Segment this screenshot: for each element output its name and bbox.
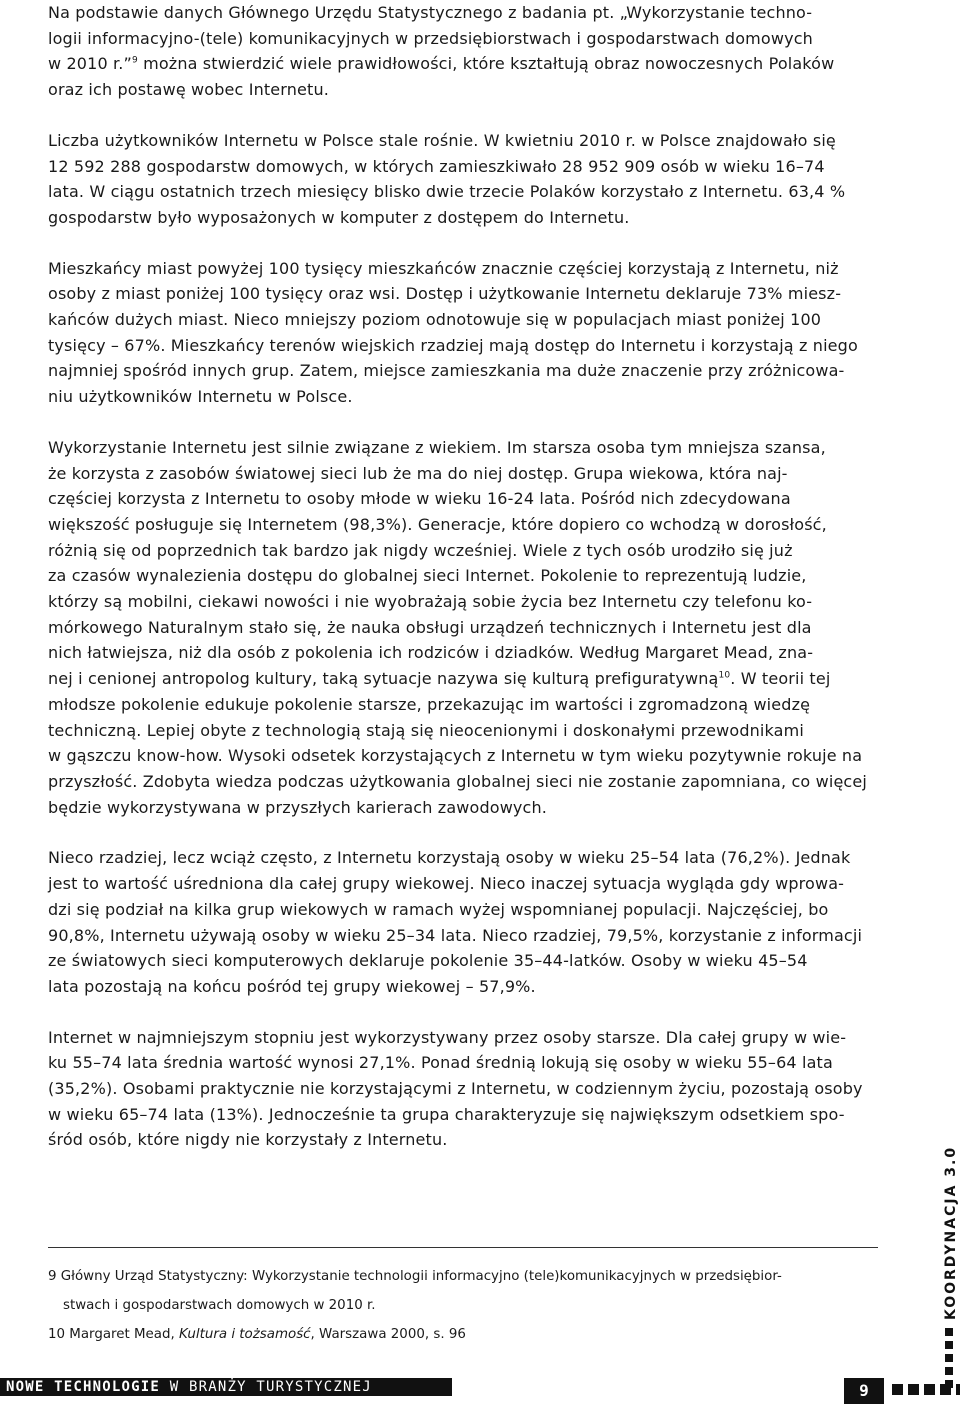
text-line: Liczba użytkowników Internetu w Polsce stale rośnie. W kwietniu 2010 r. w Polsce znajdowało się (48, 130, 836, 150)
text-line: nej i cenionej antropolog kultury, taką sytuacje nazywa się kulturą prefiguratywną$^{10}$. W teorii tej (48, 669, 831, 689)
text-line: najmniej spośród innych grup. Zatem, miejsce zamieszkania ma duże znaczenie przy zróżnicowa- (48, 361, 845, 381)
footnotes (48, 1262, 888, 1349)
text-line: osoby z miast poniżej 100 tysięcy oraz wsi. Dostęp i użytkowanie Internetu deklaruje 73% miesz- (48, 284, 842, 304)
footnote-10 (48, 1320, 888, 1349)
paragraph-3 (48, 256, 878, 410)
text-line: w 2010 r.”$^9$ można stwierdzić wiele prawidłowości, które kształtują obraz nowoczesnych Polaków (48, 54, 835, 74)
text-line: oraz ich postawę wobec Internetu. (48, 80, 329, 100)
text-line: w gąszczu know-how. Wysoki odsetek korzystających z Internetu w tym wieku pozytywnie rokuje na (48, 746, 863, 766)
footer-title-bar: NOWE TECHNOLOGIE W BRANŻY TURYSTYCZNEJ (0, 1378, 452, 1396)
text-line: lata pozostają na końcu pośród tej grupy wiekowej – 57,9%. (48, 976, 536, 996)
text-line: 12 592 288 gospodarstw domowych, w których zamieszkiwało 28 952 909 osób w wieku 16–74 (48, 156, 825, 176)
text-line: (35,2%). Osobami praktycznie nie korzystającymi z Internetu, w codziennym życiu, pozostają osoby (48, 1079, 863, 1099)
text-line: ze światowych sieci komputerowych deklaruje pokolenie 35–44-latków. Osoby w wieku 45–54 (48, 951, 808, 971)
text-line: jest to wartość uśredniona dla całej grupy wiekowej. Nieco inaczej sytuacja wygląda gdy wprowa- (48, 874, 845, 894)
text-line: nich łatwiejsza, niż dla osób z pokolenia ich rodziców i dziadków. Według Margaret Mead, zna- (48, 643, 814, 663)
text-line: niu użytkowników Internetu w Polsce. (48, 387, 353, 407)
text-line: przyszłość. Zdobyta wiedza podczas użytkowania globalnej sieci nie zostanie zapomniana, co więcej (48, 771, 867, 791)
text-line: Mieszkańcy miast powyżej 100 tysięcy mieszkańców znacznie częściej korzystają z Internetu, niż (48, 258, 839, 278)
text-line: śród osób, które nigdy nie korzystały z Internetu. (48, 1130, 448, 1150)
paragraph-1 (48, 0, 878, 103)
side-publication-label: KOORDYNACJA 3.0 (943, 1145, 959, 1320)
paragraph-2 (48, 128, 878, 231)
text-line: którzy są mobilni, ciekawi nowości i nie wyobrażają sobie życia bez Internetu czy telefonu ko- (48, 592, 813, 612)
text-line: częściej korzysta z Internetu to osoby młode w wieku 16-24 lata. Pośród nich zdecydowana (48, 489, 791, 509)
text-line: Wykorzystanie Internetu jest silnie związane z wiekiem. Im starsza osoba tym mniejsza szansa, (48, 437, 826, 457)
text-line: 90,8%, Internetu używają osoby w wieku 25–34 lata. Nieco rzadziej, 79,5%, korzystanie z informacji (48, 925, 863, 945)
text-line: gospodarstw było wyposażonych w komputer z dostępem do Internetu. (48, 207, 630, 227)
footnote-9 (48, 1262, 888, 1320)
paragraph-5 (48, 845, 878, 999)
text-line: większość posługuje się Internetem (98,3%). Generacje, które dopiero co wchodzą w dorosłość, (48, 514, 827, 534)
text-line: Nieco rzadziej, lecz wciąż często, z Internetu korzystają osoby w wieku 25–54 lata (76,2%). Jednak (48, 848, 851, 868)
text-line: że korzysta z zasobów światowej sieci lub że ma do niej dostęp. Grupa wiekowa, która naj- (48, 463, 788, 483)
footnote-line: 9 Główny Urząd Statystyczny: Wykorzystanie technologii informacyjno (tele)komunikacyjnych w przedsiębior- (48, 1269, 782, 1284)
text-line: ku 55–74 lata średnia wartość wynosi 27,1%. Ponad średnią lokują się osoby w wieku 55–64 lata (48, 1053, 833, 1073)
cited-title: Kultura i tożsamość (179, 1327, 311, 1342)
text-line: w wieku 65–74 lata (13%). Jednocześnie ta grupa charakteryzuje się największym odsetkiem spo- (48, 1104, 845, 1124)
text-line: Na podstawie danych Głównego Urzędu Statystycznego z badania pt. „Wykorzystanie techno- (48, 3, 813, 22)
article-body (48, 0, 878, 1178)
text-line: tysięcy – 67%. Mieszkańcy terenów wiejskich rzadziej mają dostęp do Internetu i korzystają z niego (48, 335, 858, 355)
text-line: kańców dużych miast. Nieco mniejszy poziom odnotowuje się w populacjach miast poniżej 100 (48, 310, 822, 330)
text-line: techniczną. Lepiej obyte z technologią stają się nieocenionymi i doskonałymi przewodnikami (48, 720, 804, 740)
text-line: mórkowego Naturalnym stało się, że nauka obsługi urządzeń technicznych i Internetu jest dla (48, 617, 812, 637)
text-line: dzi się podział na kilka grup wiekowych w ramach wyżej wspomnianej populacji. Najczęściej, bo (48, 899, 829, 919)
footnote-divider (48, 1247, 878, 1248)
text-line: logii informacyjno-(tele) komunikacyjnych w przedsiębiorstwach i gospodarstwach domowych (48, 28, 813, 48)
footer-squares-decoration (892, 1384, 960, 1395)
paragraph-4 (48, 435, 878, 821)
text-line: Internet w najmniejszym stopniu jest wykorzystywany przez osoby starsze. Dla całej grupy w wie- (48, 1027, 847, 1047)
footnote-ref-9[interactable]: 9 (131, 56, 138, 67)
footnote-line: 10 Margaret Mead, Kultura i tożsamość, Warszawa 2000, s. 96 (48, 1327, 466, 1342)
footnote-line: stwach i gospodarstwach domowych w 2010 r. (63, 1298, 376, 1313)
text-line: będzie wykorzystywana w przyszłych karierach zawodowych. (48, 797, 548, 817)
footnote-ref-10[interactable]: 10 (718, 670, 731, 681)
page-number: 9 (844, 1378, 884, 1404)
side-squares-decoration (945, 1328, 953, 1388)
paragraph-6 (48, 1025, 878, 1154)
text-line: lata. W ciągu ostatnich trzech miesięcy blisko dwie trzecie Polaków korzystało z Internetu. 63,4 % (48, 182, 846, 202)
text-line: za czasów wynalezienia dostępu do globalnej sieci Internet. Pokolenie to reprezentują ludzie, (48, 566, 807, 586)
text-line: młodsze pokolenie edukuje pokolenie starsze, przekazując im wartości i zgromadzoną wiedzę (48, 694, 811, 714)
text-line: różnią się od poprzednich tak bardzo jak nigdy wcześniej. Wiele z tych osób urodziło się już (48, 540, 793, 560)
